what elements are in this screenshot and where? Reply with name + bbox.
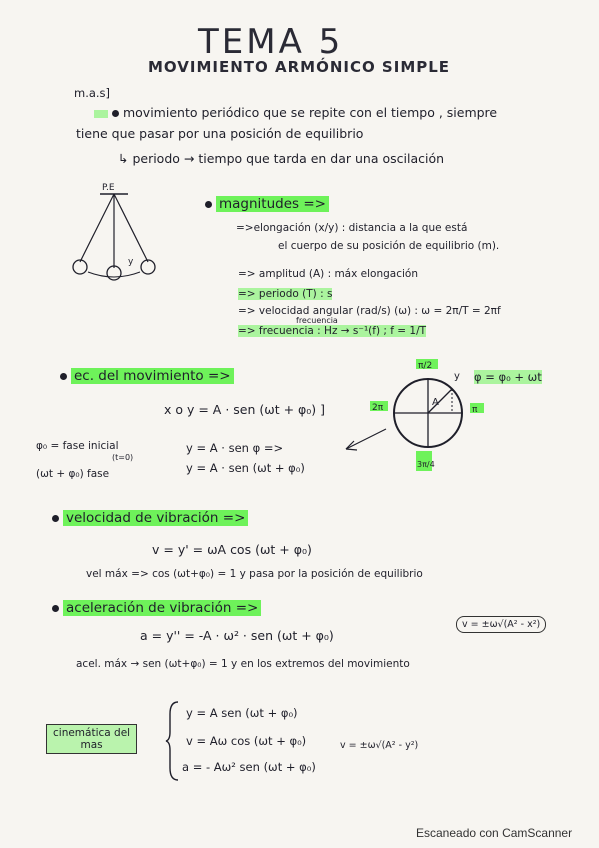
- circle-label-bottom: 3π/4: [417, 460, 435, 469]
- bullet-icon: [60, 373, 67, 380]
- bullet-icon: [112, 110, 119, 117]
- cinematica-label-box: [46, 724, 137, 754]
- intro-line-3: ↳ periodo → tiempo que tarda en dar una oscilación: [118, 151, 445, 166]
- cinematica-side-formula: v = ±ω√(A² - y²): [340, 740, 419, 751]
- aceleracion-heading: [52, 600, 261, 616]
- ec-movimiento-heading: [60, 368, 234, 384]
- circle-label-right: π: [472, 405, 478, 415]
- pendulum-label-pe: P.E: [102, 183, 115, 193]
- cinematica-label-1: cinemática del: [53, 727, 131, 739]
- fase-inicial-label: φ₀ = fase inicial: [36, 440, 119, 452]
- bullet-icon: [52, 605, 59, 612]
- fase-inicial-note: (t=0): [112, 453, 134, 462]
- magnitudes-periodo: [238, 288, 332, 300]
- fase-label: (ωt + φ₀) fase: [36, 468, 110, 480]
- aceleracion-max: acel. máx → sen (ωt+φ₀) = 1 y en los extremos del movimiento: [76, 658, 410, 670]
- velocidad-heading: [52, 510, 248, 526]
- ec-movimiento-formula: x o y = A · sen (ωt + φ₀) ]: [164, 402, 326, 417]
- highlight-mark: [94, 110, 108, 118]
- cinematica-eq-2: v = Aω cos (ωt + φ₀): [186, 734, 307, 748]
- cinematica-label-2: mas: [80, 739, 103, 751]
- phase-circle-diagram: [366, 355, 486, 480]
- pendulum-diagram: [60, 180, 175, 290]
- page-title: TEMA 5: [198, 22, 344, 62]
- circle-label-left: 2π: [372, 403, 384, 413]
- cinematica-eq-1: y = A sen (ωt + φ₀): [186, 706, 298, 720]
- aceleracion-side-formula: v = ±ω√(A² - x²): [456, 616, 546, 633]
- magnitudes-frecuencia-text: => frecuencia : Hz → s⁻¹(f) ; f = 1/T: [238, 325, 427, 337]
- magnitudes-elongacion-1: =>elongación (x/y) : distancia a la que está: [236, 222, 468, 234]
- ec-movimiento-y1: y = A · sen φ =>: [186, 441, 284, 455]
- page-subtitle: MOVIMIENTO ARMÓNICO SIMPLE: [148, 58, 451, 76]
- circle-label-top: π/2: [418, 361, 433, 371]
- ec-movimiento-y2: y = A · sen (ωt + φ₀): [186, 461, 305, 475]
- magnitudes-amplitud: => amplitud (A) : máx elongación: [238, 268, 418, 280]
- scanner-footer: Escaneado con CamScanner: [416, 826, 573, 840]
- velocidad-max: vel máx => cos (ωt+φ₀) = 1 y pasa por la posición de equilibrio: [86, 568, 423, 580]
- brace-icon: [164, 700, 180, 782]
- circle-label-y: y: [454, 371, 460, 382]
- bullet-icon: [205, 201, 212, 208]
- intro-text-1: movimiento periódico que se repite con el tiempo , siempre: [122, 105, 498, 120]
- aceleracion-heading-text: aceleración de vibración =>: [63, 600, 261, 616]
- magnitudes-elongacion-2: el cuerpo de su posición de equilibrio (m).: [278, 240, 500, 252]
- cinematica-eq-3: a = - Aω² sen (ωt + φ₀): [182, 760, 316, 774]
- abbreviation: m.a.s]: [74, 86, 111, 100]
- intro-line-2: tiene que pasar por una posición de equilibrio: [76, 126, 364, 141]
- magnitudes-velocidad: => velocidad angular (rad/s) (ω) : ω = 2π/T = 2πf: [238, 305, 501, 317]
- pendulum-label-y: y: [128, 257, 134, 267]
- magnitudes-heading: [205, 196, 329, 212]
- velocidad-formula: v = y' = ωA cos (ωt + φ₀): [152, 542, 312, 557]
- aceleracion-formula: a = y'' = -A · ω² · sen (ωt + φ₀): [140, 628, 334, 643]
- circle-label-a: A: [432, 397, 439, 408]
- magnitudes-periodo-text: => periodo (T) : s: [238, 288, 333, 300]
- magnitudes-frecuencia: [238, 325, 426, 337]
- velocidad-heading-text: velocidad de vibración =>: [63, 510, 248, 526]
- bullet-icon: [52, 515, 59, 522]
- magnitudes-velocidad-note: frecuencia: [296, 316, 338, 325]
- ec-movimiento-heading-text: ec. del movimiento =>: [71, 368, 234, 384]
- magnitudes-heading-text: magnitudes =>: [216, 196, 329, 212]
- intro-line-1: [94, 105, 497, 120]
- phi-equation-text: φ = φ₀ + ωt: [474, 370, 542, 384]
